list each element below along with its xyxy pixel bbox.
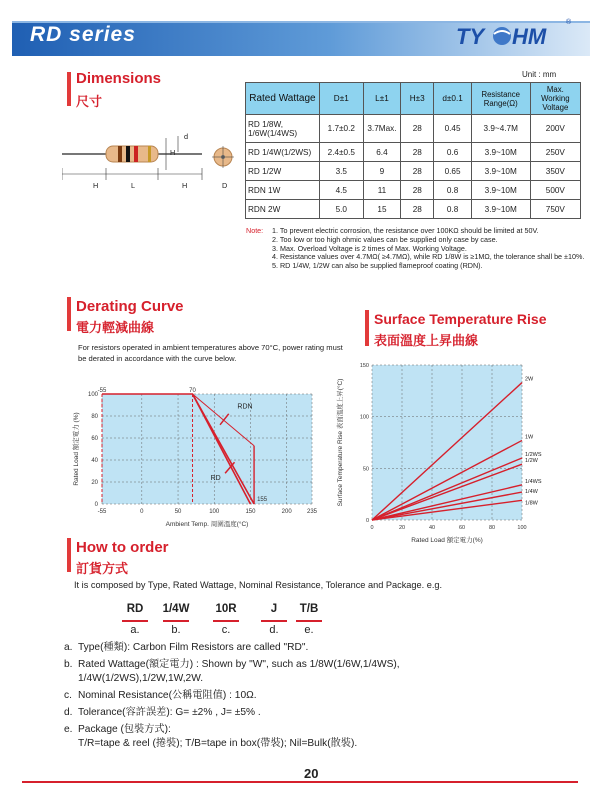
order-code-letter: a. — [130, 624, 140, 636]
table-cell: 28 — [401, 200, 434, 219]
note-item: 1. To prevent electric corrosion, the resistance over 100KΩ should be limited at 50V. — [272, 226, 539, 235]
order-code-underline — [296, 620, 322, 622]
y-tick-label: 50 — [362, 466, 369, 473]
derating-description: For resistors operated in ambient temperatures above 70°C, power rating must be derated in accordance with the curve below. — [78, 343, 343, 363]
order-item-line: Tolerance(容許誤差): G= ±2% , J= ±5% . — [78, 707, 261, 718]
series-label-rdn: RDN — [237, 403, 253, 411]
table-row — [246, 181, 581, 200]
table-cell: 4.5 — [319, 181, 363, 200]
table-cell: 350V — [530, 162, 580, 181]
y-tick-label: 100 — [87, 392, 98, 398]
note-item: 5. RD 1/4W, 1/2W can also be supplied flameproof coating (RDN). — [272, 261, 483, 271]
series-label: 1W — [525, 434, 534, 441]
top-mark-label: -55 — [97, 388, 107, 394]
order-item-list — [64, 641, 584, 754]
unit-label: Unit : mm — [522, 70, 557, 79]
order-item-line: Package (包裝方式): — [78, 724, 171, 735]
x-axis-label: Ambient Temp. 周圍溫度(°C) — [165, 521, 249, 528]
x-tick-label: 100 — [209, 509, 220, 515]
table-row — [246, 115, 581, 143]
table-row — [246, 162, 581, 181]
table-cell: 15 — [363, 200, 400, 219]
surface-title: Surface Temperature Rise — [374, 311, 547, 327]
col-h: H±3 — [401, 83, 434, 115]
note-item: 4. Resistance values over 4.7MΩ( ≥4.7MΩ), while RD 1/8W is ≥1MΩ, the tolerance shall be ±10%. — [272, 252, 585, 262]
dim-label-l: L — [131, 181, 136, 190]
x-tick-label: -55 — [97, 509, 107, 515]
table-cell: 11 — [363, 181, 400, 200]
order-code-underline — [122, 620, 148, 622]
note-label: Note: — [246, 226, 264, 235]
table-cell: RDN 1W — [246, 181, 320, 200]
y-tick-label: 150 — [359, 363, 369, 369]
order-code: T/B — [299, 603, 319, 615]
order-item-line: T/R=tape & reel (捲裝); T/B=tape in box(帶裝); Nil=Bulk(散裝). — [78, 738, 358, 749]
y-axis-label: Rated Load 額定電力 (%) — [73, 412, 80, 486]
table-cell: 28 — [401, 181, 434, 200]
x-tick-label: 40 — [428, 525, 436, 531]
order-item-line: Nominal Resistance(公稱電阻值) : 10Ω. — [78, 690, 257, 701]
table-cell: 9 — [363, 162, 400, 181]
footer-rule — [22, 781, 578, 783]
col-rated-wattage: Rated Wattage — [246, 83, 320, 115]
table-cell: 250V — [530, 143, 580, 162]
series-label: 2W — [525, 376, 534, 383]
derating-chart — [62, 382, 328, 532]
table-cell: 3.9~10M — [471, 200, 530, 219]
table-cell: 3.9~10M — [471, 143, 530, 162]
order-subtitle: 訂貨方式 — [76, 561, 129, 576]
order-item-line: Type(種類): Carbon Film Resistors are called "RD". — [78, 642, 309, 653]
y-tick-label: 20 — [91, 480, 98, 486]
table-cell: 0.45 — [434, 115, 471, 143]
label-155: 155 — [257, 497, 268, 503]
table-cell: 3.9~10M — [471, 181, 530, 200]
order-code-letter: e. — [304, 624, 314, 636]
table-cell: 28 — [401, 162, 434, 181]
y-tick-label: 0 — [365, 518, 369, 524]
order-code-letter: b. — [171, 624, 181, 636]
table-cell: 3.9~10M — [471, 162, 530, 181]
x-tick-label: 0 — [140, 509, 144, 515]
svg-text:HM: HM — [512, 24, 547, 49]
tyohm-logo — [452, 14, 572, 56]
svg-text:TY: TY — [456, 24, 485, 49]
order-item-letter: d. — [64, 707, 73, 718]
surface-temperature-chart — [330, 355, 565, 560]
order-item-letter: b. — [64, 659, 73, 670]
series-label-rd: RD — [210, 474, 221, 482]
y-tick-label: 40 — [91, 458, 98, 464]
series-label: 1/4WS — [525, 478, 542, 485]
table-cell: 6.4 — [363, 143, 400, 162]
table-cell: 500V — [530, 181, 580, 200]
table-cell: 0.65 — [434, 162, 471, 181]
order-code: 1/4W — [162, 603, 190, 615]
order-code: RD — [126, 603, 144, 615]
y-axis-label: Surface Temperature Rise 表面溫度上昇(°C) — [337, 378, 344, 507]
x-axis-label: Rated Load 額定電力(%) — [411, 537, 483, 544]
series-label: 1/2W — [525, 458, 538, 465]
order-code: J — [270, 603, 278, 615]
order-bar — [67, 538, 71, 572]
series-label: 1/8W — [525, 500, 538, 507]
dimension-notes — [246, 227, 586, 271]
dim-label-h-mid: H — [170, 148, 176, 157]
col-l: L±1 — [363, 83, 400, 115]
table-cell: 0.6 — [434, 143, 471, 162]
order-code-underline — [213, 620, 239, 622]
table-cell: 0.8 — [434, 200, 471, 219]
derating-plot-area — [102, 394, 312, 504]
note-item: 2. Too low or too high ohmic values can be supplied only case by case. — [272, 234, 498, 244]
x-tick-label: 0 — [370, 525, 374, 531]
series-title: RD series — [30, 23, 136, 46]
dim-label-h-right: H — [182, 181, 188, 190]
order-item-line: Rated Wattage(額定電力) : Shown by "W", such as 1/8W(1/6W,1/4WS), — [78, 659, 400, 670]
page-number: 20 — [304, 766, 319, 781]
x-tick-label: 100 — [517, 525, 527, 531]
dimensions-table — [245, 82, 581, 219]
table-cell: 3.7Max. — [363, 115, 400, 143]
table-cell: 0.8 — [434, 181, 471, 200]
table-cell: RD 1/4W(1/2WS) — [246, 143, 320, 162]
order-code-underline — [163, 620, 189, 622]
col-d: D±1 — [319, 83, 363, 115]
col-resistance-range: Resistance Range(Ω) — [471, 83, 530, 115]
x-tick-label: 60 — [458, 525, 466, 531]
order-code-letter: c. — [221, 624, 231, 636]
surface-subtitle: 表面溫度上昇曲線 — [374, 333, 479, 348]
table-row — [246, 143, 581, 162]
y-tick-label: 60 — [91, 436, 98, 442]
y-tick-label: 80 — [91, 414, 98, 420]
table-cell: 1.7±0.2 — [319, 115, 363, 143]
dim-label-d-small: d — [184, 132, 189, 141]
derating-subtitle: 電力輕減曲線 — [76, 320, 155, 335]
order-code: 10R — [215, 603, 237, 615]
order-title: How to order — [76, 539, 169, 556]
table-cell: 28 — [401, 143, 434, 162]
table-cell: 3.9~4.7M — [471, 115, 530, 143]
series-label: 1/4W — [525, 489, 538, 496]
order-code-letter: d. — [269, 624, 279, 636]
table-cell: 2.4±0.5 — [319, 143, 363, 162]
order-item-letter: a. — [64, 642, 73, 653]
order-item — [64, 723, 584, 751]
derating-bar — [67, 297, 71, 331]
order-item — [64, 641, 584, 655]
y-tick-label: 100 — [359, 414, 369, 421]
x-tick-label: 200 — [281, 509, 292, 515]
dim-label-h-left: H — [93, 181, 99, 190]
dim-label-big-d: D — [222, 181, 228, 190]
order-item — [64, 689, 584, 703]
x-tick-label: 20 — [398, 525, 406, 531]
table-cell: RDN 2W — [246, 200, 320, 219]
col-max-voltage: Max. Working Voltage — [530, 83, 580, 115]
order-code-underline — [261, 620, 287, 622]
table-cell: RD 1/2W — [246, 162, 320, 181]
table-cell: 5.0 — [319, 200, 363, 219]
col-small-d: d±0.1 — [434, 83, 471, 115]
order-item-letter: c. — [64, 690, 72, 701]
order-item-letter: e. — [64, 724, 73, 735]
dimensions-title: Dimensions — [76, 70, 162, 87]
dimensions-subtitle: 尺寸 — [76, 94, 103, 109]
table-row — [246, 200, 581, 219]
dimensions-bar — [67, 72, 71, 106]
surface-bar — [365, 310, 369, 346]
x-tick-label: 50 — [174, 509, 182, 515]
order-item-line: 1/4W(1/2WS),1/2W,1W,2W. — [78, 673, 204, 684]
table-cell: 750V — [530, 200, 580, 219]
order-item — [64, 706, 584, 720]
resistor-end-view — [212, 146, 234, 168]
table-cell: 28 — [401, 115, 434, 143]
y-tick-label: 0 — [94, 502, 98, 508]
x-tick-label: 150 — [245, 509, 256, 515]
series-label: 1/2WS — [525, 452, 542, 458]
x-tick-label: 235 — [306, 509, 318, 515]
order-intro: It is composed by Type, Rated Wattage, Nominal Resistance, Tolerance and Package. e.g. — [74, 580, 443, 590]
svg-text:®: ® — [566, 19, 572, 26]
note-item: 3. Max. Overload Voltage is 2 times of Max. Working Voltage. — [272, 243, 467, 253]
x-tick-label: 80 — [488, 525, 496, 531]
derating-title: Derating Curve — [76, 298, 184, 315]
table-cell: RD 1/8W, 1/6W(1/4WS) — [246, 115, 320, 143]
table-cell: 200V — [530, 115, 580, 143]
table-cell: 3.5 — [319, 162, 363, 181]
order-item — [64, 658, 584, 686]
top-mark-label: 70 — [189, 388, 196, 394]
